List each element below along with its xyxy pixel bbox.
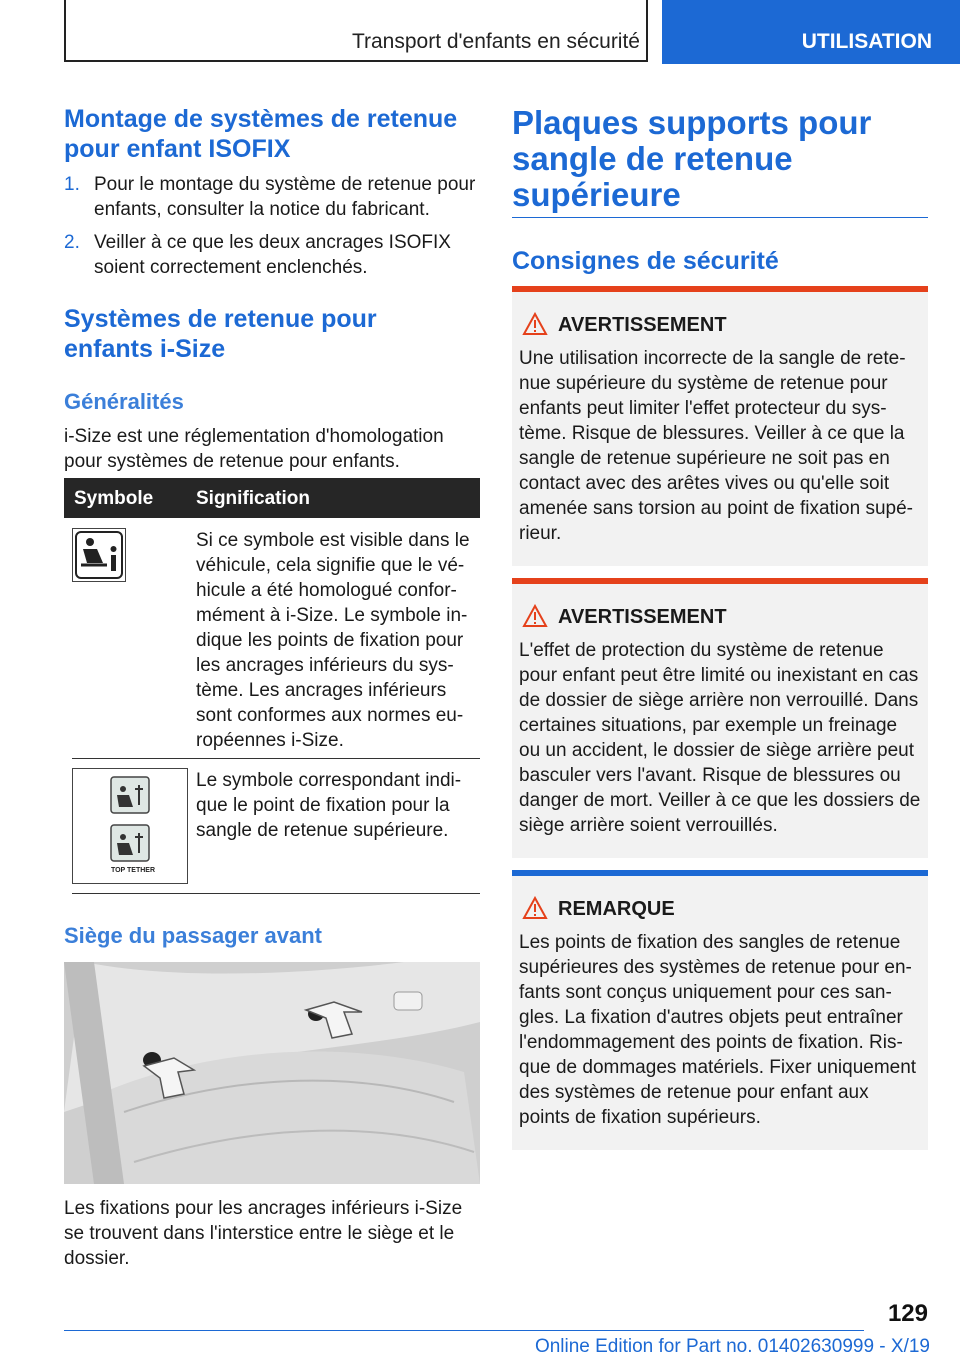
- chapter-tab-label[interactable]: UTILISATION: [801, 30, 932, 53]
- warning-title: AVERTISSEMENT: [558, 314, 727, 336]
- passenger-text: Les fixations pour les ancrages inférieurs i-Size se trouvent dans l'interstice entre le siège et le dossier.: [64, 1198, 463, 1269]
- footer-rule: [64, 1330, 864, 1331]
- step-1: [64, 172, 484, 222]
- top-tether-symbol-icon: [72, 768, 188, 884]
- footer-edition: Online Edition for Part no. 01402630999 - X/19: [534, 1336, 930, 1357]
- warning-triangle-icon: [522, 312, 548, 336]
- step-2: [64, 230, 484, 280]
- note-text: Les points de fixation des sangles de retenue supérieures des systèmes de retenue pour en-fants sont conçus uniquement pour ces san-gles. La fixation d'autres objets peut entraîner l'endommagement des points de fixation. Ris-que de dommages matériels. Fixer uniquement des systèmes de retenue pour enfant aux points de fixation supérieurs.: [519, 932, 917, 1128]
- main-heading: Plaques supports pour sangle de retenue supérieure: [512, 104, 872, 213]
- warning-title: AVERTISSEMENT: [558, 606, 727, 628]
- note-title: REMARQUE: [558, 898, 675, 920]
- warning-bar: [512, 578, 928, 584]
- warning-box-2: [512, 578, 928, 858]
- row-divider: [72, 893, 480, 894]
- safety-heading: Consignes de sécurité: [512, 247, 779, 275]
- top-tether-description: Le symbole correspondant indi-que le point de fixation pour la sangle de retenue supérieure.: [196, 770, 462, 841]
- col-header-symbol: Symbole: [74, 488, 154, 509]
- passenger-heading: Siège du passager avant: [64, 923, 322, 948]
- row-divider: [72, 758, 480, 759]
- page-number: 129: [887, 1300, 928, 1327]
- top-tether-caption: TOP TETHER: [110, 867, 156, 874]
- isofix-heading: Montage de systèmes de retenue pour enfant ISOFIX: [64, 105, 458, 163]
- section-title: Transport d'enfants en sécurité: [351, 30, 640, 53]
- warning-text: Une utilisation incorrecte de la sangle de rete-nue supérieure du système de retenue pour enfants peut limiter l'effet protecteur du sys-tème. Risque de blessures. Veiller à ce que la sangle de retenue supérieure ne soit pas en contact avec des arêtes vives ou qu'elle soit amenée sans torsion au point de fixation supé-rieur.: [519, 348, 913, 544]
- isize-heading: Systèmes de retenue pour enfants i-Size: [64, 305, 377, 363]
- warning-bar: [512, 286, 928, 292]
- generalites-heading: Généralités: [64, 389, 184, 414]
- warning-box-1: [512, 286, 928, 566]
- seat-anchor-photo: [64, 962, 480, 1184]
- note-bar: [512, 870, 928, 876]
- warning-triangle-icon: [522, 604, 548, 628]
- step-text: Pour le montage du système de retenue pour enfants, consulter la notice du fabricant.: [94, 174, 476, 220]
- note-box: [512, 870, 928, 1150]
- isize-symbol-description: Si ce symbole est visible dans le véhicule, cela signifie que le vé-hicule a été homologué confor-mément à i-Size. Le symbole in-dique les points de fixation pour les ancrages inférieurs du sys-tème. Les ancrages inférieurs sont conformes aux normes eu-ropéennes i-Size.: [196, 530, 470, 751]
- generalites-text: i-Size est une réglementation d'homologation pour systèmes de retenue pour enfants.: [64, 426, 444, 472]
- heading-rule: [512, 217, 928, 218]
- warning-text: L'effet de protection du système de retenue pour enfant peut être limité ou inexistant en cas de dossier de siège arrière non verrouillé. Dans certaines situations, par exemple un freinage ou un accident, le dossier de siège arrière peut basculer vers l'avant. Risque de blessures ou danger de mort. Veiller à ce que les dossiers de siège arrière soient verrouillés.: [519, 640, 921, 836]
- isize-symbol-icon: [72, 528, 126, 582]
- step-text: Veiller à ce que les deux ancrages ISOFIX soient correctement enclenchés.: [94, 232, 451, 278]
- step-number: 1.: [64, 174, 80, 195]
- note-triangle-icon: [522, 896, 548, 920]
- col-header-meaning: Signification: [196, 488, 310, 509]
- step-number: 2.: [64, 232, 80, 253]
